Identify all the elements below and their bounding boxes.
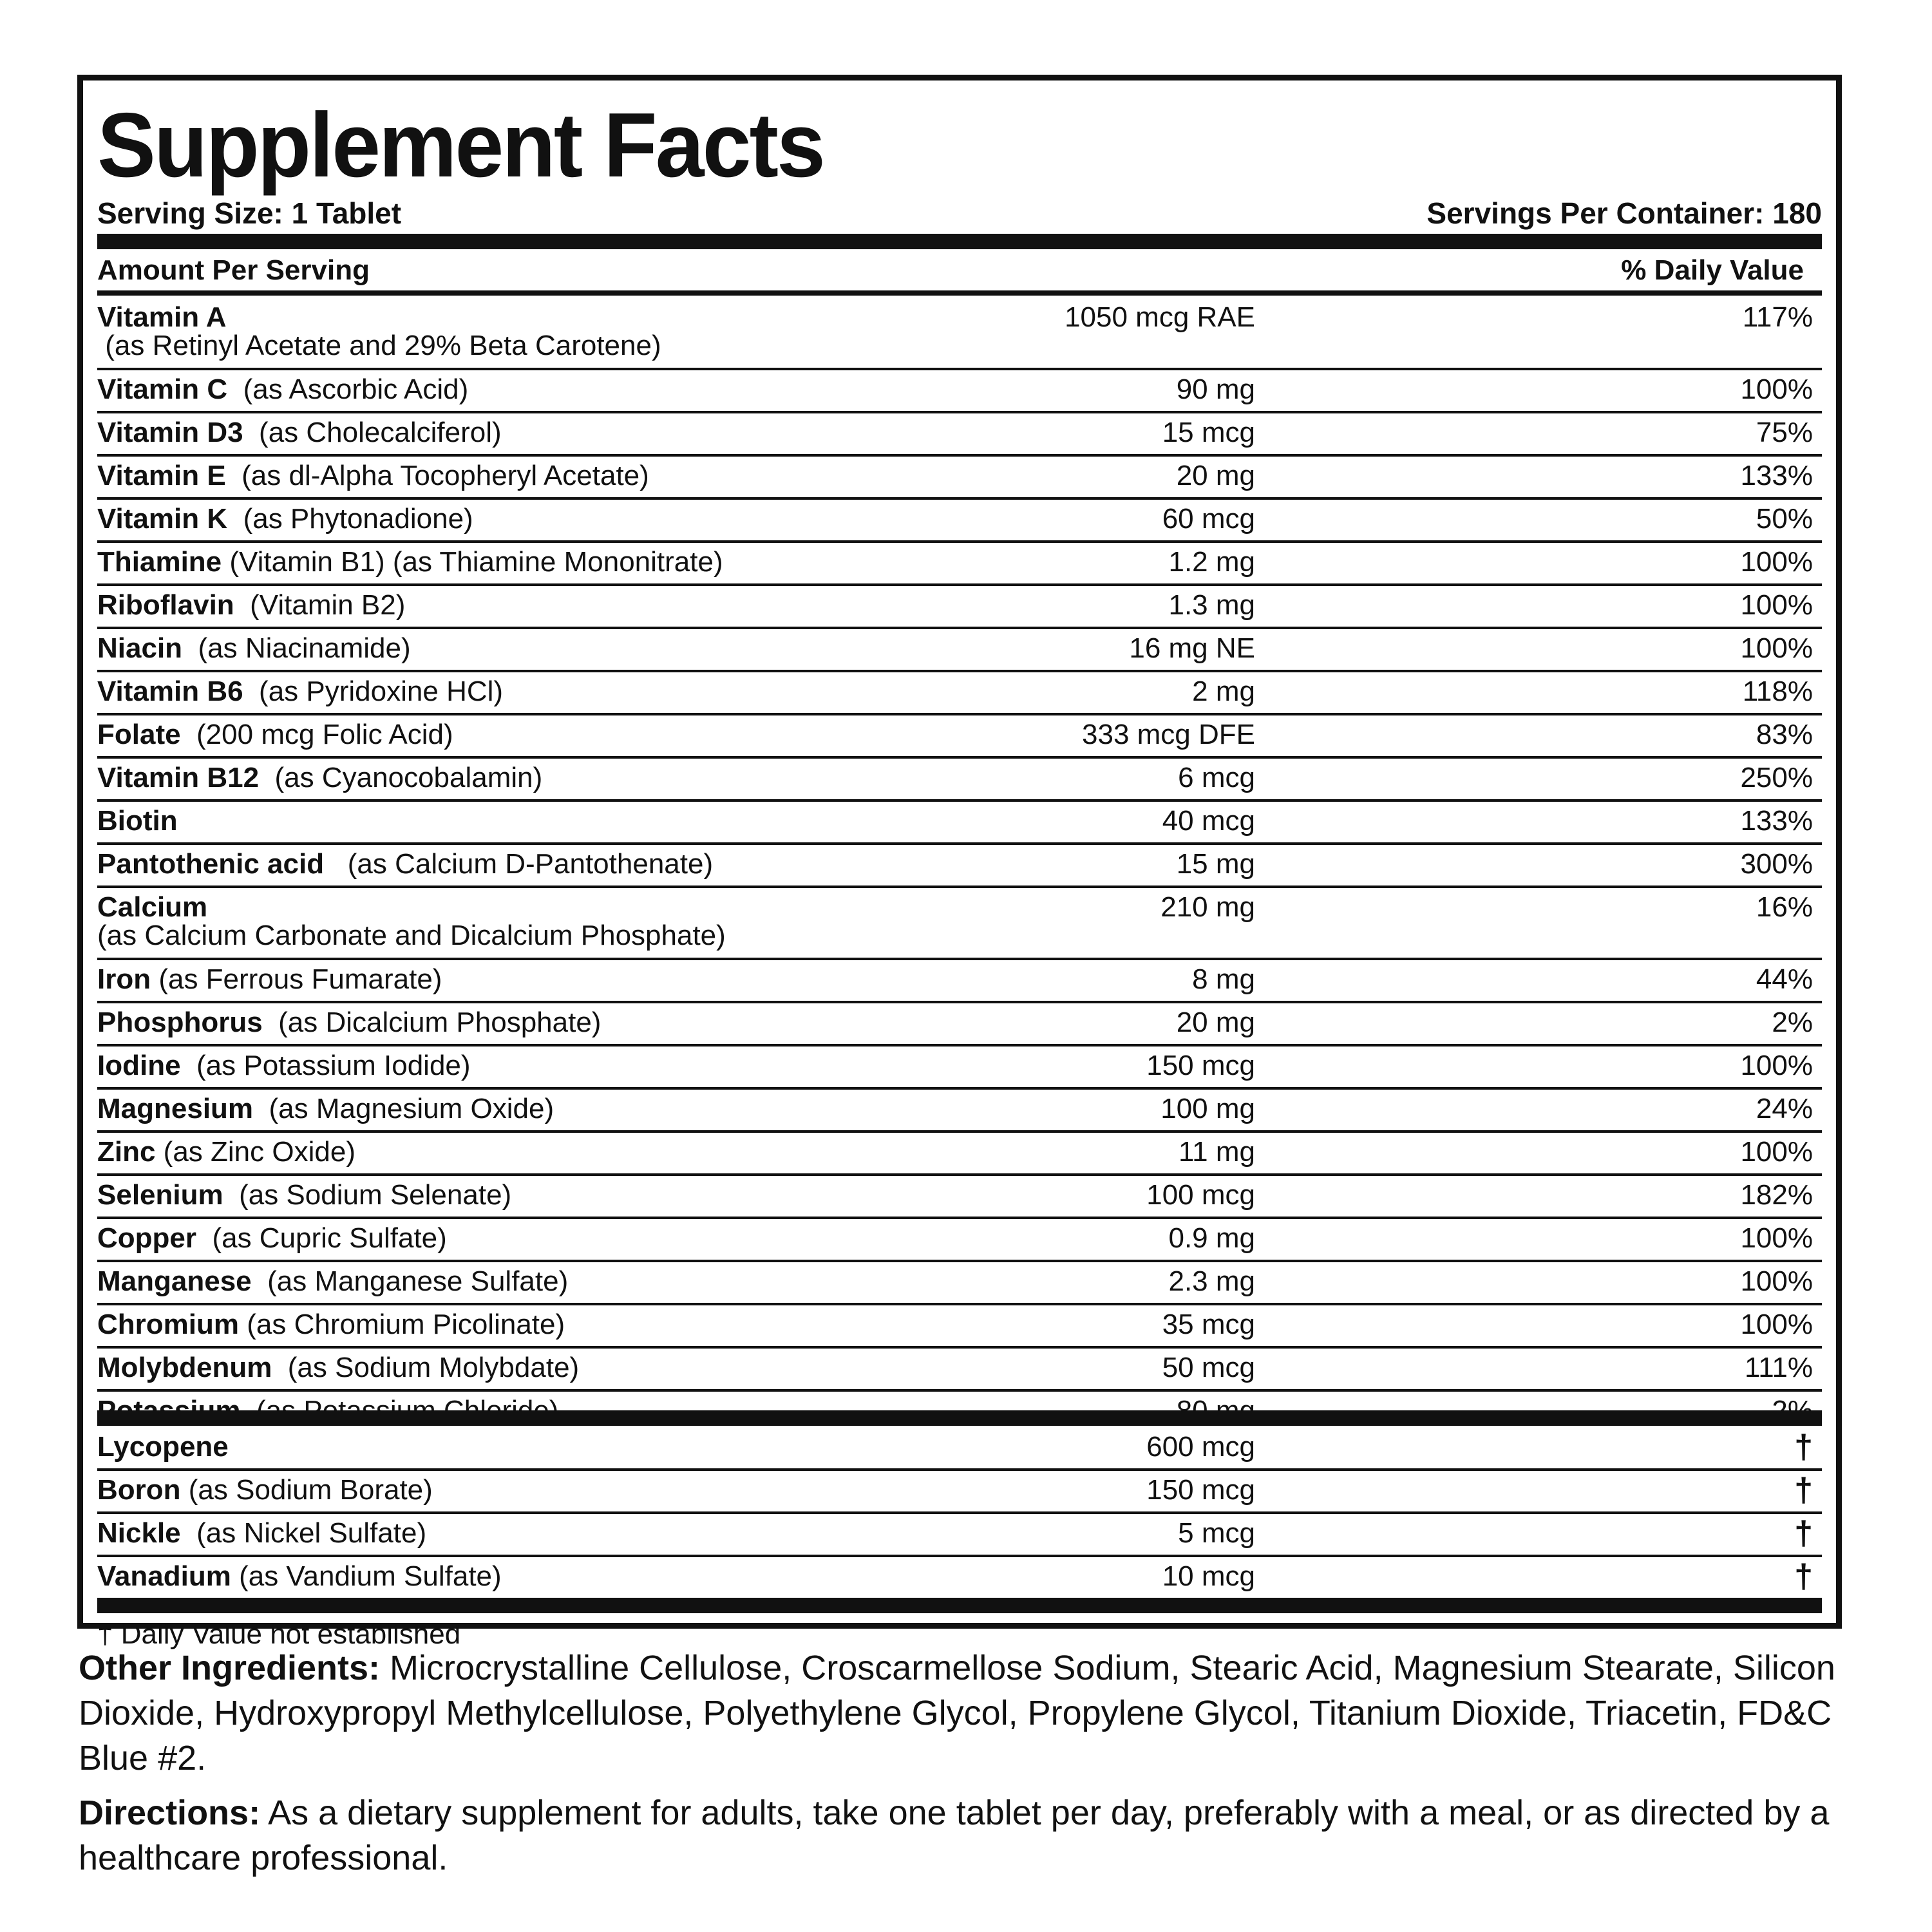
nutrient-row xyxy=(97,960,1822,1003)
nutrient-list xyxy=(97,298,1822,1432)
nutrient-source: (as Sodium Borate) xyxy=(180,1474,433,1506)
nutrient-name: Pantothenic acid xyxy=(97,848,325,880)
nutrient-name-line xyxy=(97,629,411,668)
nutrient-amount: 20 mg xyxy=(1176,460,1255,491)
nutrient-row xyxy=(97,1514,1822,1557)
table-header xyxy=(97,253,1822,288)
nutrient-source: (Vitamin B1) (as Thiamine Mononitrate) xyxy=(222,546,723,578)
nutrient-amount: 40 mcg xyxy=(1162,805,1255,837)
other-nutrient-list xyxy=(97,1428,1822,1598)
nutrient-daily-value: 2% xyxy=(1772,1007,1813,1038)
nutrient-name: Nickle xyxy=(97,1517,181,1549)
nutrient-amount: 100 mcg xyxy=(1146,1179,1255,1211)
nutrient-row xyxy=(97,586,1822,629)
thick-divider-top xyxy=(97,234,1822,249)
nutrient-source: (as Manganese Sulfate) xyxy=(251,1265,569,1297)
nutrient-name-line xyxy=(97,413,502,452)
nutrient-daily-value: 16% xyxy=(1756,891,1813,923)
nutrient-amount: 1.2 mg xyxy=(1168,546,1255,578)
directions-label: Directions: xyxy=(79,1794,261,1832)
nutrient-amount: 150 mcg xyxy=(1146,1050,1255,1081)
nutrient-daily-value: 100% xyxy=(1740,1309,1813,1340)
nutrient-daily-value: † xyxy=(1794,1515,1813,1552)
nutrient-name: Boron xyxy=(97,1474,181,1506)
nutrient-daily-value: 24% xyxy=(1756,1093,1813,1124)
nutrient-amount: 1050 mcg RAE xyxy=(1065,301,1255,333)
footnote: † Daily Value not established xyxy=(97,1618,461,1650)
nutrient-daily-value: † xyxy=(1794,1558,1813,1595)
nutrient-row xyxy=(97,1349,1822,1392)
nutrient-name: Thiamine xyxy=(97,546,222,578)
nutrient-name: Iodine xyxy=(97,1050,181,1081)
other-ingredients-text: Microcrystalline Cellulose, Croscarmellose Sodium, Stearic Acid, Magnesium Stearate, Silicon Dioxide, Hydroxypropyl Methylcellulose, Polyethylene Glycol, Propylene Glycol, Titanium Dioxide, Triacetin, FD&C Blue #2. xyxy=(79,1649,1835,1777)
nutrient-source: (as Cupric Sulfate) xyxy=(196,1222,447,1254)
nutrient-daily-value: † xyxy=(1794,1472,1813,1509)
nutrient-source: (200 mcg Folic Acid) xyxy=(180,719,453,750)
header-divider xyxy=(97,290,1822,296)
nutrient-row xyxy=(97,888,1822,960)
nutrient-row xyxy=(97,1305,1822,1349)
nutrient-name: Vitamin K xyxy=(97,503,228,535)
nutrient-amount: 50 mcg xyxy=(1162,1352,1255,1383)
nutrient-source: (as Ferrous Fumarate) xyxy=(151,963,442,995)
nutrient-source: (as Pyridoxine HCl) xyxy=(243,676,504,707)
nutrient-name-line xyxy=(97,1003,601,1042)
other-ingredients xyxy=(79,1645,1856,1781)
nutrient-name: Vitamin C xyxy=(97,374,228,405)
nutrient-source: (as Cholecalciferol) xyxy=(243,417,502,448)
nutrient-source: (as Cyanocobalamin) xyxy=(259,762,543,793)
nutrient-row xyxy=(97,370,1822,413)
nutrient-source: (as Chromium Picolinate) xyxy=(239,1309,565,1340)
nutrient-name: Zinc xyxy=(97,1136,156,1168)
nutrient-source: (as dl-Alpha Tocopheryl Acetate) xyxy=(225,460,649,491)
nutrient-amount: 20 mg xyxy=(1176,1007,1255,1038)
nutrient-amount: 11 mg xyxy=(1178,1136,1255,1168)
nutrient-row xyxy=(97,1046,1822,1090)
nutrient-name-line xyxy=(97,759,542,797)
nutrient-name: Magnesium xyxy=(97,1093,254,1124)
nutrient-amount: 333 mcg DFE xyxy=(1082,719,1255,750)
directions-text: As a dietary supplement for adults, take one tablet per day, preferably with a meal, or as directed by a healthcare professional. xyxy=(79,1794,1830,1877)
thick-divider-bottom xyxy=(97,1598,1822,1613)
nutrient-name-line xyxy=(97,500,473,538)
nutrient-source: (as Nickel Sulfate) xyxy=(180,1517,427,1549)
nutrient-amount: 1.3 mg xyxy=(1168,589,1255,621)
nutrient-name-line xyxy=(97,1176,511,1215)
nutrient-amount: 8 mg xyxy=(1192,963,1255,995)
nutrient-daily-value: 100% xyxy=(1740,632,1813,664)
serving-info xyxy=(97,195,1822,231)
nutrient-daily-value: † xyxy=(1794,1428,1813,1466)
nutrient-amount: 5 mcg xyxy=(1178,1517,1255,1549)
nutrient-name-line xyxy=(97,845,713,884)
nutrient-amount: 16 mg NE xyxy=(1129,632,1255,664)
nutrient-source: (as Potassium Iodide) xyxy=(180,1050,471,1081)
nutrient-name-line xyxy=(97,586,405,625)
nutrient-amount: 210 mg xyxy=(1160,891,1255,923)
nutrient-daily-value: 44% xyxy=(1756,963,1813,995)
nutrient-row xyxy=(97,298,1822,370)
nutrient-row xyxy=(97,845,1822,888)
nutrient-name-line xyxy=(97,1305,565,1344)
nutrient-source: (as Vandium Sulfate) xyxy=(231,1560,502,1592)
nutrient-row xyxy=(97,1262,1822,1305)
nutrient-daily-value: 100% xyxy=(1740,589,1813,621)
nutrient-name: Vitamin B6 xyxy=(97,676,243,707)
nutrient-row xyxy=(97,1471,1822,1514)
nutrient-row xyxy=(97,543,1822,586)
nutrient-name: Calcium xyxy=(97,891,208,923)
nutrient-daily-value: 100% xyxy=(1740,1222,1813,1254)
nutrient-name-line xyxy=(97,802,178,840)
nutrient-daily-value: 182% xyxy=(1740,1179,1813,1211)
nutrient-name-line xyxy=(97,543,723,582)
nutrient-name: Vitamin E xyxy=(97,460,226,491)
amount-per-serving-header: Amount Per Serving xyxy=(97,254,370,286)
nutrient-name: Phosphorus xyxy=(97,1007,263,1038)
nutrient-row xyxy=(97,1090,1822,1133)
nutrient-row xyxy=(97,802,1822,845)
nutrient-source: (as Ascorbic Acid) xyxy=(227,374,469,405)
nutrient-source: (as Zinc Oxide) xyxy=(155,1136,355,1168)
nutrient-source: (as Phytonadione) xyxy=(227,503,473,535)
nutrient-amount: 600 mcg xyxy=(1146,1431,1255,1463)
nutrient-name-line xyxy=(97,960,442,999)
nutrient-name: Biotin xyxy=(97,805,178,837)
nutrient-name-line xyxy=(97,1349,579,1387)
nutrient-row xyxy=(97,1176,1822,1219)
nutrient-row xyxy=(97,1219,1822,1262)
nutrient-daily-value: 83% xyxy=(1756,719,1813,750)
nutrient-amount: 0.9 mg xyxy=(1168,1222,1255,1254)
nutrient-daily-value: 100% xyxy=(1740,546,1813,578)
nutrient-name: Vitamin B12 xyxy=(97,762,260,793)
nutrient-amount: 35 mcg xyxy=(1162,1309,1255,1340)
nutrient-daily-value: 300% xyxy=(1740,848,1813,880)
nutrient-name-line xyxy=(97,1428,229,1466)
nutrient-amount: 15 mcg xyxy=(1162,417,1255,448)
nutrient-name-line xyxy=(97,1514,426,1553)
nutrient-daily-value: 133% xyxy=(1740,805,1813,837)
nutrient-row xyxy=(97,759,1822,802)
supplement-facts-panel xyxy=(77,75,1842,1650)
nutrient-source: (as Niacinamide) xyxy=(182,632,411,664)
nutrient-row xyxy=(97,413,1822,457)
nutrient-row xyxy=(97,500,1822,543)
nutrient-amount: 10 mcg xyxy=(1162,1560,1255,1592)
nutrient-amount: 60 mcg xyxy=(1162,503,1255,535)
nutrient-row xyxy=(97,1003,1822,1046)
nutrient-name-line xyxy=(97,1219,447,1258)
nutrient-name-line xyxy=(97,1046,471,1085)
nutrient-name-line xyxy=(97,1133,355,1171)
nutrient-source: (as Sodium Selenate) xyxy=(223,1179,512,1211)
serving-size: Serving Size: 1 Tablet xyxy=(97,196,402,230)
nutrient-name: Molybdenum xyxy=(97,1352,272,1383)
nutrient-name: Vitamin A xyxy=(97,301,227,333)
nutrient-name: Folate xyxy=(97,719,181,750)
label-title: Supplement Facts xyxy=(97,94,824,196)
nutrient-name: Copper xyxy=(97,1222,196,1254)
nutrient-daily-value: 100% xyxy=(1740,374,1813,405)
nutrient-daily-value: 133% xyxy=(1740,460,1813,491)
thick-divider-middle xyxy=(97,1410,1822,1426)
nutrient-name: Iron xyxy=(97,963,151,995)
nutrient-name: Manganese xyxy=(97,1265,252,1297)
nutrient-row xyxy=(97,1133,1822,1176)
nutrient-row xyxy=(97,715,1822,759)
nutrient-row xyxy=(97,1557,1822,1598)
nutrient-source: (as Calcium Carbonate and Dicalcium Phosphate) xyxy=(97,920,726,951)
nutrient-source: (Vitamin B2) xyxy=(234,589,406,621)
directions xyxy=(79,1790,1856,1880)
nutrient-amount: 90 mg xyxy=(1176,374,1255,405)
nutrient-daily-value: 111% xyxy=(1744,1352,1813,1383)
nutrient-daily-value: 250% xyxy=(1740,762,1813,793)
nutrient-name: Vitamin D3 xyxy=(97,417,243,448)
nutrient-amount: 100 mg xyxy=(1160,1093,1255,1124)
nutrient-source: (as Retinyl Acetate and 29% Beta Carotene) xyxy=(97,330,661,361)
nutrient-name: Riboflavin xyxy=(97,589,234,621)
nutrient-daily-value: 117% xyxy=(1742,301,1813,333)
nutrient-amount: 2.3 mg xyxy=(1168,1265,1255,1297)
nutrient-name: Vanadium xyxy=(97,1560,231,1592)
nutrient-daily-value: 118% xyxy=(1742,676,1813,707)
nutrient-name-line xyxy=(97,672,503,711)
nutrient-source: (as Dicalcium Phosphate) xyxy=(262,1007,601,1038)
nutrient-row xyxy=(97,629,1822,672)
nutrient-source: (as Magnesium Oxide) xyxy=(253,1093,554,1124)
nutrient-source: (as Calcium D-Pantothenate) xyxy=(324,848,714,880)
nutrient-source: (as Sodium Molybdate) xyxy=(272,1352,580,1383)
nutrient-name-line xyxy=(97,1557,502,1596)
nutrient-daily-value: 100% xyxy=(1740,1136,1813,1168)
servings-per-container: Servings Per Container: 180 xyxy=(1426,196,1822,230)
nutrient-name-line xyxy=(97,715,453,754)
nutrient-row xyxy=(97,1428,1822,1471)
nutrient-row xyxy=(97,672,1822,715)
other-ingredients-label: Other Ingredients: xyxy=(79,1649,381,1687)
nutrient-name-line xyxy=(97,1262,568,1301)
nutrient-amount: 6 mcg xyxy=(1178,762,1255,793)
nutrient-amount: 2 mg xyxy=(1192,676,1255,707)
nutrient-daily-value: 100% xyxy=(1740,1050,1813,1081)
daily-value-header: % Daily Value xyxy=(1621,254,1804,286)
nutrient-name: Selenium xyxy=(97,1179,223,1211)
nutrient-name-line xyxy=(97,1090,554,1128)
nutrient-daily-value: 75% xyxy=(1756,417,1813,448)
nutrient-daily-value: 50% xyxy=(1756,503,1813,535)
nutrient-amount: 15 mg xyxy=(1176,848,1255,880)
nutrient-row xyxy=(97,457,1822,500)
nutrient-name-line xyxy=(97,370,468,409)
nutrient-name-line xyxy=(97,457,649,495)
nutrient-name: Chromium xyxy=(97,1309,239,1340)
nutrient-daily-value: 100% xyxy=(1740,1265,1813,1297)
nutrient-name: Niacin xyxy=(97,632,183,664)
nutrient-name-line xyxy=(97,1471,433,1510)
nutrient-name: Lycopene xyxy=(97,1431,229,1463)
nutrient-amount: 150 mcg xyxy=(1146,1474,1255,1506)
